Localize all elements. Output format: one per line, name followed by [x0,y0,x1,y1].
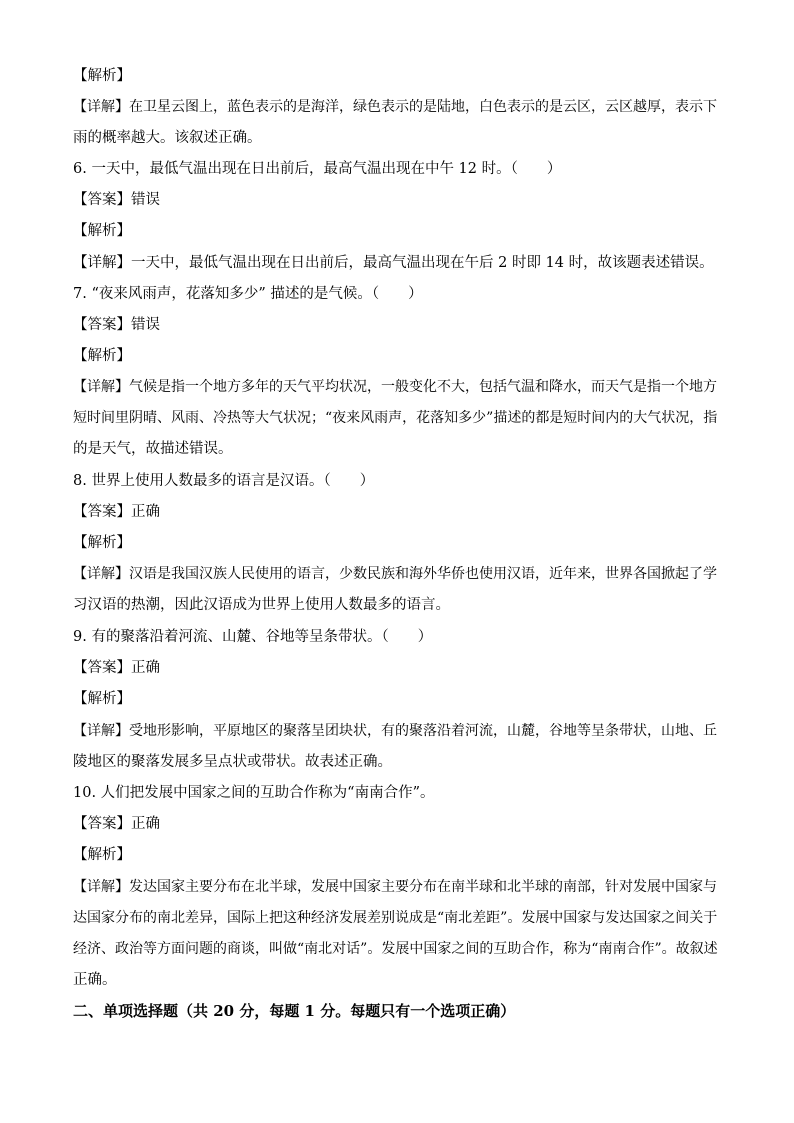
answer-7: 【答案】错误 [73,317,160,333]
question-7: 7. “夜来风雨声，花落知多少” 描述的是气候。（ ） [73,286,423,302]
answer-10: 【答案】正确 [73,816,160,832]
analysis-label-8: 【解析】 [73,535,131,551]
analysis-label-10: 【解析】 [73,847,131,863]
detail-7-line-1: 【详解】气候是指一个地方多年的天气平均状况，一般变化不大，包括气温和降水，而天气是指一个地方 [73,379,717,395]
answer-6: 【答案】错误 [73,192,160,208]
detail-5-line-2: 雨的概率越大。该叙述正确。 [73,130,262,146]
detail-9-line-2: 陵地区的聚落发展多呈点状或带状。故表述正确。 [73,754,392,770]
analysis-label-6: 【解析】 [73,223,131,239]
answer-9: 【答案】正确 [73,660,160,676]
question-8: 8. 世界上使用人数最多的语言是汉语。（ ） [73,473,375,489]
detail-10-line-4: 正确。 [73,972,117,988]
analysis-label-7: 【解析】 [73,348,131,364]
answer-8: 【答案】正确 [73,504,160,520]
detail-6-line-1: 【详解】一天中，最低气温出现在日出前后，最高气温出现在午后 2 时即 14 时，故该题表述错误。 [73,255,714,271]
analysis-label-5: 【解析】 [73,68,131,84]
detail-9-line-1: 【详解】受地形影响，平原地区的聚落呈团块状，有的聚落沿着河流，山麓，谷地等呈条带状，山地、丘 [73,723,717,739]
detail-5-line-1: 【详解】在卫星云图上，蓝色表示的是海洋，绿色表示的是陆地，白色表示的是云区，云区越厚，表示下 [73,99,717,115]
question-10: 10. 人们把发展中国家之间的互助合作称为“南南合作”。 [73,785,435,801]
detail-10-line-3: 经济、政治等方面问题的商谈，叫做“南北对话”。发展中国家之间的互助合作，称为“南南合作”。故叙述 [73,941,718,957]
detail-10-line-1: 【详解】发达国家主要分布在北半球，发展中国家主要分布在南半球和北半球的南部，针对发展中国家与 [73,879,717,895]
analysis-label-9: 【解析】 [73,691,131,707]
detail-7-line-2: 短时间里阴晴、风雨、冷热等大气状况；“夜来风雨声，花落知多少”描述的都是短时间内的大气状况，指 [73,410,718,426]
detail-8-line-1: 【详解】汉语是我国汉族人民使用的语言，少数民族和海外华侨也使用汉语，近年来，世界各国掀起了学 [73,566,717,582]
question-9: 9. 有的聚落沿着河流、山麓、谷地等呈条带状。（ ） [73,629,433,645]
question-6: 6. 一天中，最低气温出现在日出前后，最高气温出现在中午 12 时。（ ） [73,161,562,177]
detail-7-line-3: 的是天气，故描述错误。 [73,441,233,457]
detail-8-line-2: 习汉语的热潮，因此汉语成为世界上使用人数最多的语言。 [73,597,450,613]
section-heading-single-choice: 二、单项选择题（共 20 分，每题 1 分。每题只有一个选项正确） [73,1002,516,1020]
detail-10-line-2: 达国家分布的南北差异，国际上把这种经济发展差别说成是“南北差距”。发展中国家与发达国家之间关于 [73,910,718,926]
